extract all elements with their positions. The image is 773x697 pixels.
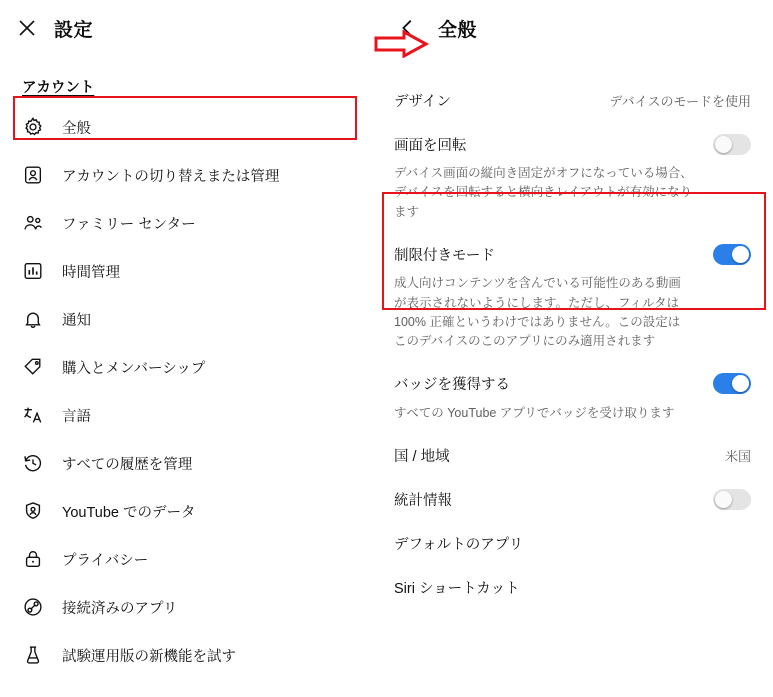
toggle-knob [732,375,749,392]
sidebar-header [0,0,370,50]
sidebar-item-time-management[interactable] [0,247,370,295]
tag-icon [22,356,52,378]
lock-icon [22,548,52,570]
setting-description: デバイス画面の縦向き固定がオフになっている場合、デバイスを回転すると横向きレイアウトが有効になります [394,166,693,219]
setting-title: デフォルトのアプリ [394,536,524,553]
setting-value: 米国 [724,448,751,464]
bell-icon [22,308,52,330]
sidebar-item-label: 接続済みのアプリ [62,600,178,617]
setting-title: バッジを獲得する [394,377,510,394]
sidebar-item-language[interactable] [0,391,370,439]
setting-row-default-apps[interactable] [394,521,751,565]
earn-badges-toggle[interactable] [713,373,751,394]
setting-title: デザイン [394,93,451,110]
chart-bar-icon [22,260,52,282]
setting-title: 画面を回転 [394,137,467,154]
sidebar-item-privacy[interactable] [0,535,370,583]
flask-icon [22,644,52,666]
settings-list [394,66,773,609]
sidebar-section-label: アカウント [22,80,95,96]
setting-row-siri-shortcuts[interactable] [394,565,751,609]
sidebar-item-switch-account[interactable] [0,151,370,199]
sidebar-item-label: プライバシー [62,552,149,569]
sidebar-menu [0,103,370,679]
toggle-knob [715,136,732,153]
sidebar-item-family-center[interactable] [0,199,370,247]
red-arrow-right-icon [374,30,430,58]
sidebar-item-notifications[interactable] [0,295,370,343]
gear-icon [22,116,52,138]
sidebar-item-label: すべての履歴を管理 [62,456,193,473]
general-settings-panel [370,0,773,697]
link-circle-icon [22,596,52,618]
sidebar-item-label: 時間管理 [62,264,120,281]
sidebar-item-label: 全般 [62,120,91,137]
sidebar-item-history[interactable] [0,439,370,487]
setting-description: すべての YouTube アプリでバッジを受け取ります [394,405,675,420]
panel-title: 全般 [438,19,478,41]
page-title: 設定 [54,19,94,41]
rotate-screen-toggle[interactable] [713,134,751,155]
setting-title: 国 / 地域 [394,448,450,465]
restricted-mode-toggle[interactable] [713,244,751,265]
sidebar-item-label: YouTube でのデータ [62,504,196,521]
setting-title: 制限付きモード [394,247,495,264]
history-icon [22,452,52,474]
sidebar-item-label: 試験運用版の新機能を試す [62,648,236,665]
sidebar-item-label: アカウントの切り替えまたは管理 [62,168,280,185]
sidebar-item-label: 言語 [62,408,91,425]
setting-row-earn-badges[interactable] [394,362,751,433]
sidebar-item-label: 購入とメンバーシップ [62,360,206,377]
shield-person-icon [22,500,52,522]
setting-row-restricted-mode[interactable] [394,232,751,362]
sidebar-item-your-data[interactable] [0,487,370,535]
setting-row-design[interactable] [394,78,751,122]
sidebar-item-label: 通知 [62,312,91,329]
toggle-knob [732,246,749,263]
toggle-knob [715,491,732,508]
family-icon [22,212,52,234]
sidebar-item-connected-apps[interactable] [0,583,370,631]
account-switch-icon [22,164,52,186]
setting-description: 成人向けコンテンツを含んでいる可能性のある動画が表示されないようにします。ただし、フィルタは 100% 正確というわけではありません。この設定はこのデバイスのこのアプリにのみ適用されます [394,276,681,349]
stats-toggle[interactable] [713,489,751,510]
setting-title: Siri ショートカット [394,580,520,597]
sidebar-item-try-experimental[interactable] [0,631,370,679]
sidebar-item-label: ファミリー センター [62,216,196,233]
setting-value: デバイスのモードを使用 [609,93,751,109]
setting-row-stats[interactable] [394,477,751,521]
language-icon [22,404,52,426]
sidebar-item-purchases[interactable] [0,343,370,391]
sidebar-item-general[interactable] [0,103,370,151]
setting-row-country-region[interactable] [394,433,751,477]
panel-header [394,0,773,50]
close-icon[interactable] [14,15,40,41]
setting-title: 統計情報 [394,492,452,509]
settings-sidebar [0,0,370,697]
setting-row-rotate-screen[interactable] [394,122,751,232]
